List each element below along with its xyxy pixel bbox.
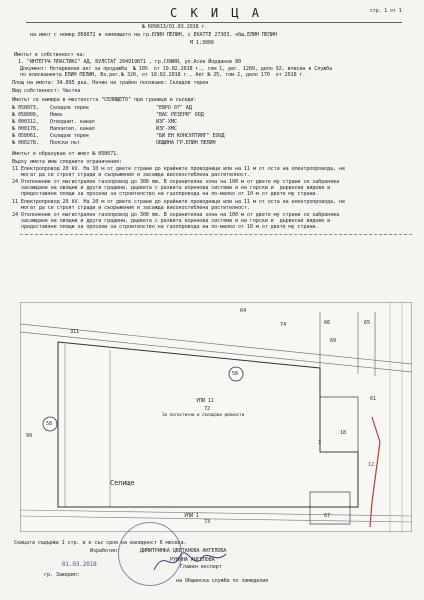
map-label-18: 18 — [340, 430, 346, 436]
neighbor-no: № 058009, — [12, 112, 39, 118]
intro-line: на имот с номер 058072 в землището на гр.ЕЛИН ПЕЛИН, с ЕКАТТЕ 27303, общ.ЕЛИН ПЕЛИН — [30, 32, 277, 38]
restriction-24-line-2: засаждане на овощни и други градини, дървета с развита коренова система и на горски и дървесни видове и — [12, 185, 331, 191]
restriction-24-line-1: 24 Отклонение от магистрален газопровод до 300 mm. В охранителна зона на 100 м от двете му страни се забранява — [12, 179, 340, 185]
document-line-1: Документ: Нотариален акт за продажба № 105 от 19.02.2018 г., том 1, рег. 1289, дело 92, вписан в Служба — [14, 66, 333, 72]
neighbor-no: № 000312, — [12, 119, 39, 125]
neighbor-owner: ИЗГ-ХМС — [156, 119, 177, 125]
map-label-67: 67 — [324, 513, 330, 519]
map-label-12: 12 — [368, 462, 374, 468]
restriction-24b-line-2: засаждане на овощни и други градини, дървета с развита коренова система и на горски и дървесни видове и — [12, 218, 331, 224]
neighbor-use: Полски път — [50, 140, 80, 146]
map-label-upi-1: УПИ 1 — [184, 513, 199, 519]
neighbor-no: № 000178, — [12, 126, 39, 132]
neighbor-owner: ИЗГ-ХМС — [156, 126, 177, 132]
map-label-58-left: 58 — [46, 421, 52, 427]
prepared-label: Изработил: — [90, 548, 120, 554]
validity-note: Скицата съдържа 1 стр. и е със срок на валидност 6 месеца. — [14, 540, 187, 546]
owner-line: 1. "ИНТЕГРА ПЛАСТИКС" АД, БУЛСТАТ 204919871 , гр.СОФИЯ, ул.Асен Йорданов 80 — [18, 59, 241, 65]
map-label-73: 73 — [204, 519, 210, 525]
office-name: на Общинска служба по земеделие — [176, 578, 269, 584]
map-label-purpose: За логистични и складови дейности — [162, 413, 245, 418]
issued-place: гр. Заверил: — [44, 572, 80, 578]
restriction-11b-line-2: могат да се строят сгради и съоръжения и засажда високостеблена растителност. — [12, 205, 250, 211]
restriction-11-line-1: 11 Електропровод 20 kV. На 10 м от двете страни до крайните проводници или на 11 м от оста на електропровода, не — [12, 166, 345, 172]
prepared-by: ДИМИТРИНКА ЦВЕТАНОВА АНГЕЛОВА — [140, 548, 227, 554]
header-rule — [26, 22, 402, 23]
document-line-2: по вписванията ЕЛИН ПЕЛИН, Вх.рег.№ 320, от 19.02.2018 г., Акт № 25, том 2, дело 170 от 2018 г. — [14, 72, 306, 78]
document-title: С К И Ц А — [170, 6, 263, 20]
restriction-24b-line-3: предоставяне площи за просеки за строителство на газопровода на по-малко от 10 м от двете му страни. — [12, 224, 319, 230]
official-name: РУМЯНА АНГЕЛОВА — [170, 557, 215, 563]
page-number: стр. 1 от 1 — [370, 8, 402, 14]
expert-title: Главен експерт — [180, 564, 222, 570]
section-rule — [20, 234, 412, 235]
neighbor-owner: "БИ ЕН КОНСУЛТИНГ" ЕООД — [156, 133, 225, 139]
date-stamp: 01.03.2018 — [62, 561, 97, 568]
map-label-upi-11: УПИ 11 — [196, 398, 214, 404]
neighbor-use: Нива — [50, 112, 62, 118]
area-line: Площ на имота: 34.895 дка. Начин на трайно ползване: Складов терен — [12, 80, 209, 86]
neighbor-use: Складов терен — [50, 133, 89, 139]
restriction-24-line-3: предоставяне площи за просеки за строителство на газопровода на по-малко от 10 м от двете му страни. — [12, 191, 319, 197]
formed-from: Имотът е образуван от имот № 058071. — [12, 151, 120, 157]
neighbor-no: № 058073, — [12, 105, 39, 111]
scale: М 1:3000 — [190, 40, 214, 46]
map-label-72: 72 — [204, 406, 210, 412]
neighbor-no: № 058061, — [12, 133, 39, 139]
signature — [150, 540, 230, 580]
restriction-24b-line-1: 24 Отклонение от магистрален газопровод до 300 mm. В охранителна зона на 100 м от двете му страни се забранява — [12, 212, 340, 218]
map-label-58-circle: 58 — [232, 371, 238, 377]
ownership-type: Вид собственост: Частна — [12, 88, 81, 94]
owner-heading: Имотът е собственост на: — [14, 52, 86, 58]
neighbor-owner: ОБЩИНА ГР.ЕЛИН ПЕЛИН — [156, 140, 216, 146]
neighbor-use: Напоител. канал — [50, 126, 95, 132]
map-label-99: 99 — [26, 433, 32, 439]
neighbor-owner: "ЕВРО 07" АД — [156, 105, 192, 111]
restriction-11b-line-1: 11 Електропровод 20 kV. На 10 м от двете страни до крайните проводници или на 11 м от оста на електропровода, не — [12, 199, 345, 205]
restrictions-heading: Върху имота има следните ограничения: — [12, 159, 123, 165]
neighbor-no: № 000278, — [12, 140, 39, 146]
map-label-64: 64 — [240, 308, 246, 314]
neighbor-use: Складов терен — [50, 105, 89, 111]
neighbors-heading: Имотът се намира в местността "СЕЛИЩЕТО" при граници и съседи: — [12, 97, 197, 103]
map-label-3: 3 — [318, 440, 321, 446]
map-label-61: 61 — [370, 396, 376, 402]
map-label-74: 74 — [280, 322, 286, 328]
map-label-locality: Селище — [110, 479, 135, 487]
map-label-69: 69 — [330, 338, 336, 344]
neighbor-use: Отводнит. канал — [50, 119, 95, 125]
sketch-number: № К09613/01.03.2018 г. — [142, 24, 208, 30]
map-label-65: 65 — [364, 320, 370, 326]
map-label-311: 311 — [70, 329, 79, 335]
map-label-66: 66 — [324, 320, 330, 326]
restriction-11-line-2: могат да се строят сгради и съоръжения и засажда високостеблена растителност. — [12, 172, 250, 178]
neighbor-owner: "ВАС РЕЗЕРВ" ООД — [156, 112, 204, 118]
